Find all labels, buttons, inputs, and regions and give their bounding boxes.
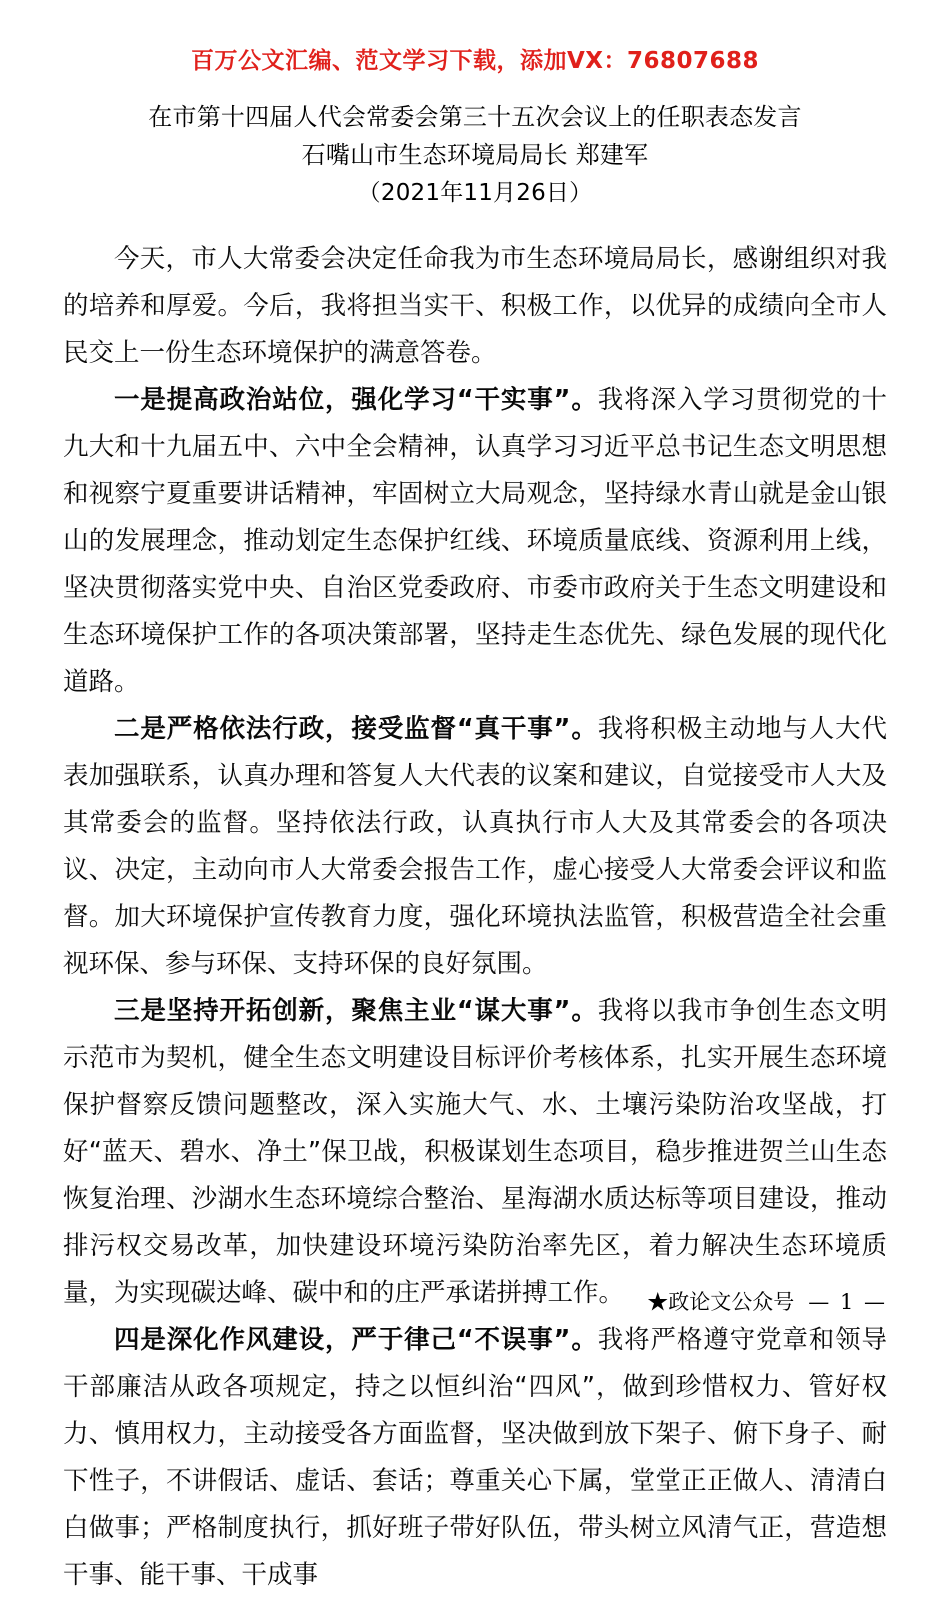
paragraph-text: 我将深入学习贯彻党的十九大和十九届五中、六中全会精神，认真学习习近平总书记生态文明思想和视察宁夏重要讲话精神，牢固树立大局观念，坚持绿水青山就是金山银山的发展理念，推动划定生态保护红线、环境质量底线、资源利用上线，坚决贯彻落实党中央、自治区党委政府、市委市政府关于生态文明建设和生态环境保护工作的各项决策部署，坚持走生态优先、绿色发展的现代化道路。 [63, 385, 887, 697]
paragraph-text: 今天，市人大常委会决定任命我为市生态环境局局长，感谢组织对我的培养和厚爱。今后，我将担当实干、积极工作，以优异的成绩向全市人民交上一份生态环境保护的满意答卷。 [63, 244, 887, 368]
paragraph [63, 1317, 887, 1599]
paragraph [63, 988, 887, 1317]
promo-banner [0, 42, 950, 75]
paragraph [63, 377, 887, 706]
paragraph-text: 我将严格遵守党章和领导干部廉洁从政各项规定，持之以恒纠治“四风”，做到珍惜权力、管好权力、慎用权力，主动接受各方面监督，坚决做到放下架子、俯下身子、耐下性子，不讲假话、虚话、套话；尊重关心下属，堂堂正正做人、清清白白做事；严格制度执行，抓好班子带好队伍，带头树立风清气正，营造想干事、能干事、干成事 [63, 1325, 887, 1590]
document-title-block [0, 98, 950, 212]
footer-watermark: ★政论文公众号 [647, 1290, 795, 1314]
document-body [63, 236, 887, 1599]
paragraph-text: 我将积极主动地与人大代表加强联系，认真办理和答复人大代表的议案和建议，自觉接受市人大及其常委会的监督。坚持依法行政，认真执行市人大及其常委会的各项决议、决定，主动向市人大常委会报告工作，虚心接受人大常委会评议和监督。加大环境保护宣传教育力度，强化环境执法监管，积极营造全社会重视环保、参与环保、支持环保的良好氛围。 [63, 714, 887, 979]
page-footer [0, 1286, 950, 1316]
paragraph-lead: 三是坚持开拓创新，聚焦主业“谋大事”。 [114, 996, 598, 1026]
document-title: 在市第十四届人代会常委会第三十五次会议上的任职表态发言 [148, 103, 802, 131]
document-date: （2021年11月26日） [357, 180, 593, 206]
page-number: — 1 — [808, 1290, 887, 1314]
promo-text: 百万公文汇编、范文学习下载，添加VX：76807688 [190, 48, 760, 74]
paragraph-lead: 二是严格依法行政，接受监督“真干事”。 [114, 714, 598, 744]
paragraph-text: 我将以我市争创生态文明示范市为契机，健全生态文明建设目标评价考核体系，扎实开展生态环境保护督察反馈问题整改，深入实施大气、水、土壤污染防治攻坚战，打好“蓝天、碧水、净土”保卫战，积极谋划生态项目，稳步推进贺兰山生态恢复治理、沙湖水生态环境综合整治、星海湖水质达标等项目建设，推动排污权交易改革，加快建设环境污染防治率先区，着力解决生态环境质量，为实现碳达峰、碳中和的庄严承诺拼搏工作。 [63, 996, 887, 1308]
paragraph [63, 236, 887, 377]
paragraph-lead: 一是提高政治站位，强化学习“干实事”。 [114, 385, 598, 415]
paragraph-lead: 四是深化作风建设，严于律己“不误事”。 [114, 1325, 598, 1355]
paragraph [63, 706, 887, 988]
footer-inner [647, 1286, 887, 1316]
document-subtitle: 石嘴山市生态环境局局长 郑建军 [301, 141, 649, 169]
